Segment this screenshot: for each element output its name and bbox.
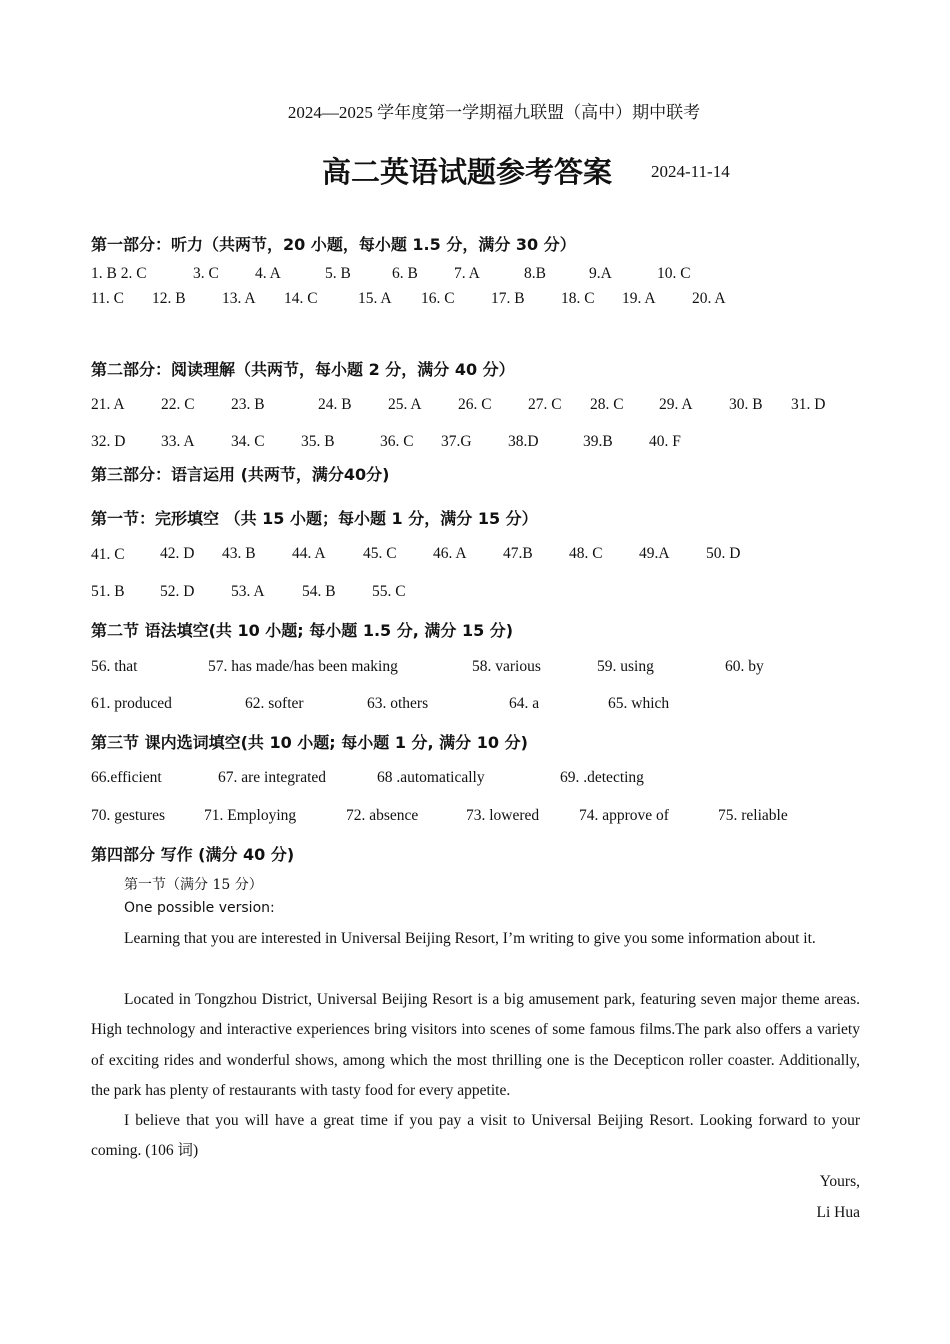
answer-item: 61. produced [91,695,172,712]
answer-item: 35. B [301,433,335,450]
answer-item: 47.B [503,545,533,562]
answer-item: 10. C [657,265,691,282]
answer-item: 21. A [91,396,125,413]
answer-item: 40. F [649,433,681,450]
answer-item: 73. lowered [466,807,540,824]
letter-signature: Li Hua [816,1204,860,1221]
answer-item: 6. B [392,265,418,282]
answer-item: 16. C [421,290,455,307]
answer-item: 20. A [692,290,726,307]
answer-item: 62. softer [245,695,304,712]
answer-item: 25. A [388,396,422,413]
answer-item: 30. B [729,396,763,413]
answer-item: 36. C [380,433,414,450]
answer-item: 51. B [91,583,125,600]
answer-item: 74. approve of [579,807,669,824]
page-title: 高二英语试题参考答案 [322,155,613,189]
answer-item: 34. C [231,433,265,450]
answer-item: 67. are integrated [218,769,327,786]
answer-item: 33. A [161,433,195,450]
answer-item: 75. reliable [718,807,788,824]
part4-sec1-label: 第一节（满分 15 分） [124,877,263,893]
answer-item: 12. B [152,290,186,307]
answer-item: 59. using [597,658,654,675]
answer-item: 70. gestures [91,807,166,824]
essay-paragraph-2: Located in Tongzhou District, Universal Beijing Resort is a big amusement park, featuring seven major theme areas. High technology and interactive experiences bring visitors into scenes of some famous films.The park also offers a variety of exciting rides and wonderful shows, among which the most thrilling one is the Decepticon roller coaster. Additionally, the park has plenty of restaurants with tasty food for every appetite. [91,991,860,1099]
answer-item: 69. .detecting [560,769,644,786]
answer-item: 18. C [561,290,595,307]
answer-item: 54. B [302,583,336,600]
part3-sec3-heading: 第三节 课内选词填空(共 10 小题; 每小题 1 分, 满分 10 分) [91,733,528,752]
answer-item: 14. C [284,290,318,307]
answer-item: 65. which [608,695,670,712]
answer-item: 22. C [161,396,195,413]
answer-item: 55. C [372,583,406,600]
answer-item: 19. A [622,290,656,307]
answer-item: 43. B [222,545,256,562]
answer-item: 3. C [193,265,219,282]
answer-item: 56. that [91,658,138,675]
essay-paragraph-3: I believe that you will have a great time if you pay a visit to Universal Beijing Resort. Looking forward to your coming. (106 词) [91,1112,860,1160]
exam-subtitle: 2024—2025 学年度第一学期福九联盟（高中）期中联考 [287,103,701,122]
answer-item: 13. A [222,290,256,307]
part3-sec1-heading: 第一节：完形填空 （共 15 小题；每小题 1 分，满分 15 分） [91,509,538,528]
answer-item: 17. B [491,290,525,307]
essay-paragraph-1: Learning that you are interested in Universal Beijing Resort, I’m writing to give you some information about it. [124,930,816,947]
answer-item: 39.B [583,433,613,450]
answer-item: 38.D [508,433,539,450]
answer-item: 42. D [160,545,195,562]
answer-item: 49.A [639,545,670,562]
answer-item: 53. A [231,583,265,600]
answer-item: 57. has made/has been making [208,658,398,675]
answer-item: 72. absence [346,807,419,824]
answer-item: 29. A [659,396,693,413]
answer-item: 28. C [590,396,624,413]
answer-item: 45. C [363,545,397,562]
answer-item: 58. various [472,658,541,675]
version-label: One possible version: [124,900,275,916]
answer-item: 7. A [454,265,480,282]
answer-item: 66.efficient [91,769,162,786]
answer-item: 8.B [524,265,546,282]
answer-item: 15. A [358,290,392,307]
answer-item: 41. C [91,546,125,563]
answer-item: 63. others [367,695,429,712]
answer-item: 46. A [433,545,467,562]
answer-item: 26. C [458,396,492,413]
part3-heading: 第三部分：语言运用 (共两节，满分40分) [91,465,390,484]
answer-item: 44. A [292,545,326,562]
answer-item: 5. B [325,265,351,282]
answer-item: 64. a [509,695,540,712]
part3-sec2-heading: 第二节 语法填空(共 10 小题; 每小题 1.5 分, 满分 15 分) [91,621,514,640]
answer-item: 71. Employing [204,807,297,824]
part2-heading: 第二部分：阅读理解（共两节，每小题 2 分，满分 40 分） [91,360,515,379]
answer-item: 48. C [569,545,603,562]
answer-item: 11. C [91,290,125,307]
answer-item: 9.A [589,265,612,282]
answer-item: 23. B [231,396,265,413]
letter-closing: Yours, [819,1173,860,1190]
answer-item: 68 .automatically [377,769,485,786]
answer-item: 52. D [160,583,195,600]
answer-item: 4. A [255,265,281,282]
answer-item: 24. B [318,396,352,413]
part1-heading: 第一部分：听力（共两节，20 小题，每小题 1.5 分，满分 30 分） [91,235,576,254]
title-date: 2024-11-14 [651,162,730,181]
answer-item: 32. D [91,433,126,450]
answer-item: 37.G [441,433,472,450]
answer-item: 1. B 2. C [91,265,147,282]
answer-item: 27. C [528,396,562,413]
answer-item: 31. D [791,396,826,413]
answer-item: 60. by [725,658,764,675]
answer-item: 50. D [706,545,741,562]
part4-heading: 第四部分 写作 (满分 40 分) [91,845,295,864]
